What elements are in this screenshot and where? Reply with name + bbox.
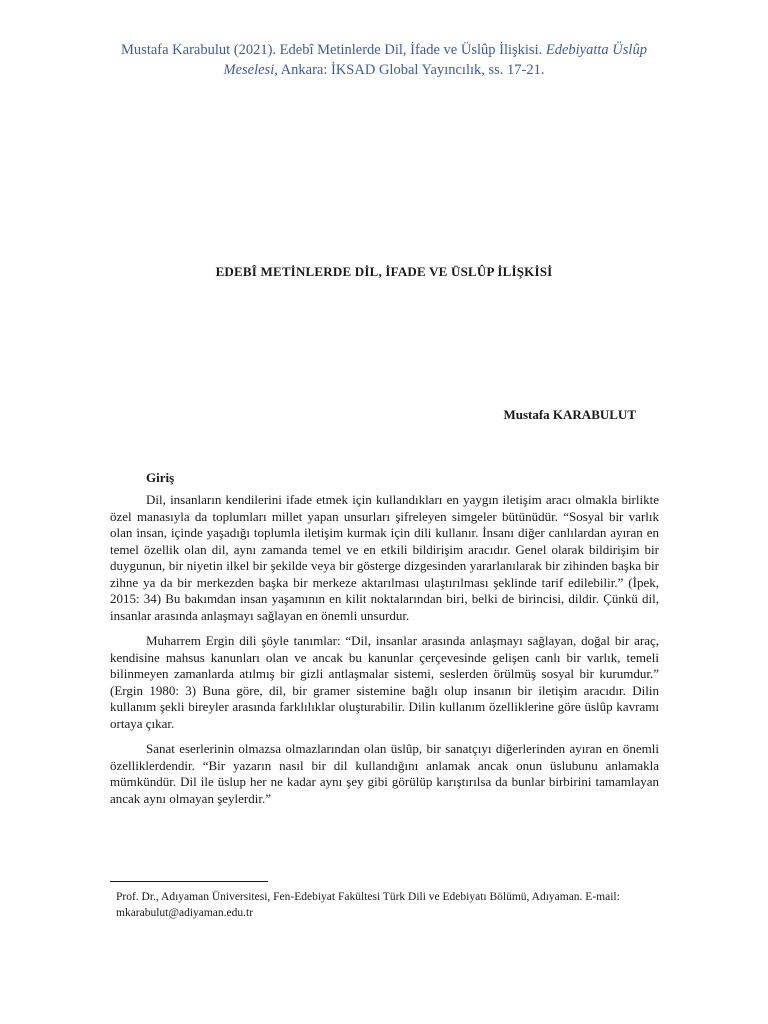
citation-book-title: Edebiyatta Üslûp Meselesi,: [223, 42, 647, 78]
paragraph: Dil, insanların kendilerini ifade etmek için kullandıkları en yaygın iletişim aracı olmakla birlikte özel manasıyla da toplumları millet yapan unsurları şifreleyen simgeler bütünüdür. “Sosyal bir varlık olan insan, içinde yaşadığı toplumla iletişim kurmak için dili kullanır. İnsanı diğer canlılardan ayıran en temel özellik olan dil, aynı zamanda temel ve en etkili bildirişim aracıdır. Genel olarak bildirişim bir duygunun, bir niyetin ilkel bir şekilde veya bir gösterge dizgesinden yararlanılarak bir zihinden başka bir zihne ya da bir merkezden başka bir merkeze aktarılması ulaştırılması şeklinde tarif edilebilir.” (İpek, 2015: 34) Bu bakımdan insan yaşamının en kilit noktalarından biri, belki de birincisi, dildir. Çünkü dil, insanlar arasında anlaşmayı sağlayan en önemli unsurdur.: [110, 492, 659, 623]
citation-text: Mustafa Karabulut (2021). Edebî Metinlerde Dil, İfade ve Üslûp İlişkisi.: [121, 42, 546, 58]
author-name: Mustafa KARABULUT: [503, 407, 636, 422]
footnote-divider: [110, 881, 268, 882]
paragraph: Muharrem Ergin dili şöyle tanımlar: “Dil, insanlar arasında anlaşmayı sağlayan, doğal bir araç, kendisine mahsus kanunları olan ve ancak bu kanunlar çerçevesinde gelişen canlı bir varlık, temeli bilinmeyen zamanlarda atılmış bir gizli antlaşmalar sistemi, seslerden örülmüş sosyal bir kurumdur.” (Ergin 1980: 3) Buna göre, dil, bir gramer sistemine bağlı olup insanın bir iletişim aracıdır. Dilin kullanım şekli bireyler arasında farklılıklar oluşturabilir. Dilin kullanım özelliklerine göre üslûp kavramı ortaya çıkar.: [110, 633, 659, 731]
body-text: [110, 492, 659, 816]
section-heading: Giriş: [146, 470, 175, 485]
citation-publisher: Ankara: İKSAD Global Yayıncılık, ss. 17-21.: [277, 62, 545, 78]
citation-header: [100, 40, 668, 80]
paragraph: Sanat eserlerinin olmazsa olmazlarından olan üslûp, bir sanatçıyı diğerlerinden ayıran en önemli özelliklerdendir. “Bir yazarın nasıl bir dil kullandığını anlamak ancak onun üslubunu anlamakla mümkündür. Dil ile üslup her ne kadar aynı şey gibi görülüp karıştırılsa da bunlar birbirini tamamlayan ancak aynı olmayan şeylerdir.”: [110, 741, 659, 806]
footnote: Prof. Dr., Adıyaman Üniversitesi, Fen-Edebiyat Fakültesi Türk Dili ve Edebiyatı Bölümü, Adıyaman. E-mail: mkarabulut@adiyaman.edu.tr: [116, 891, 620, 919]
article-title: EDEBÎ METİNLERDE DİL, İFADE VE ÜSLÛP İLİŞKİSİ: [215, 264, 553, 279]
